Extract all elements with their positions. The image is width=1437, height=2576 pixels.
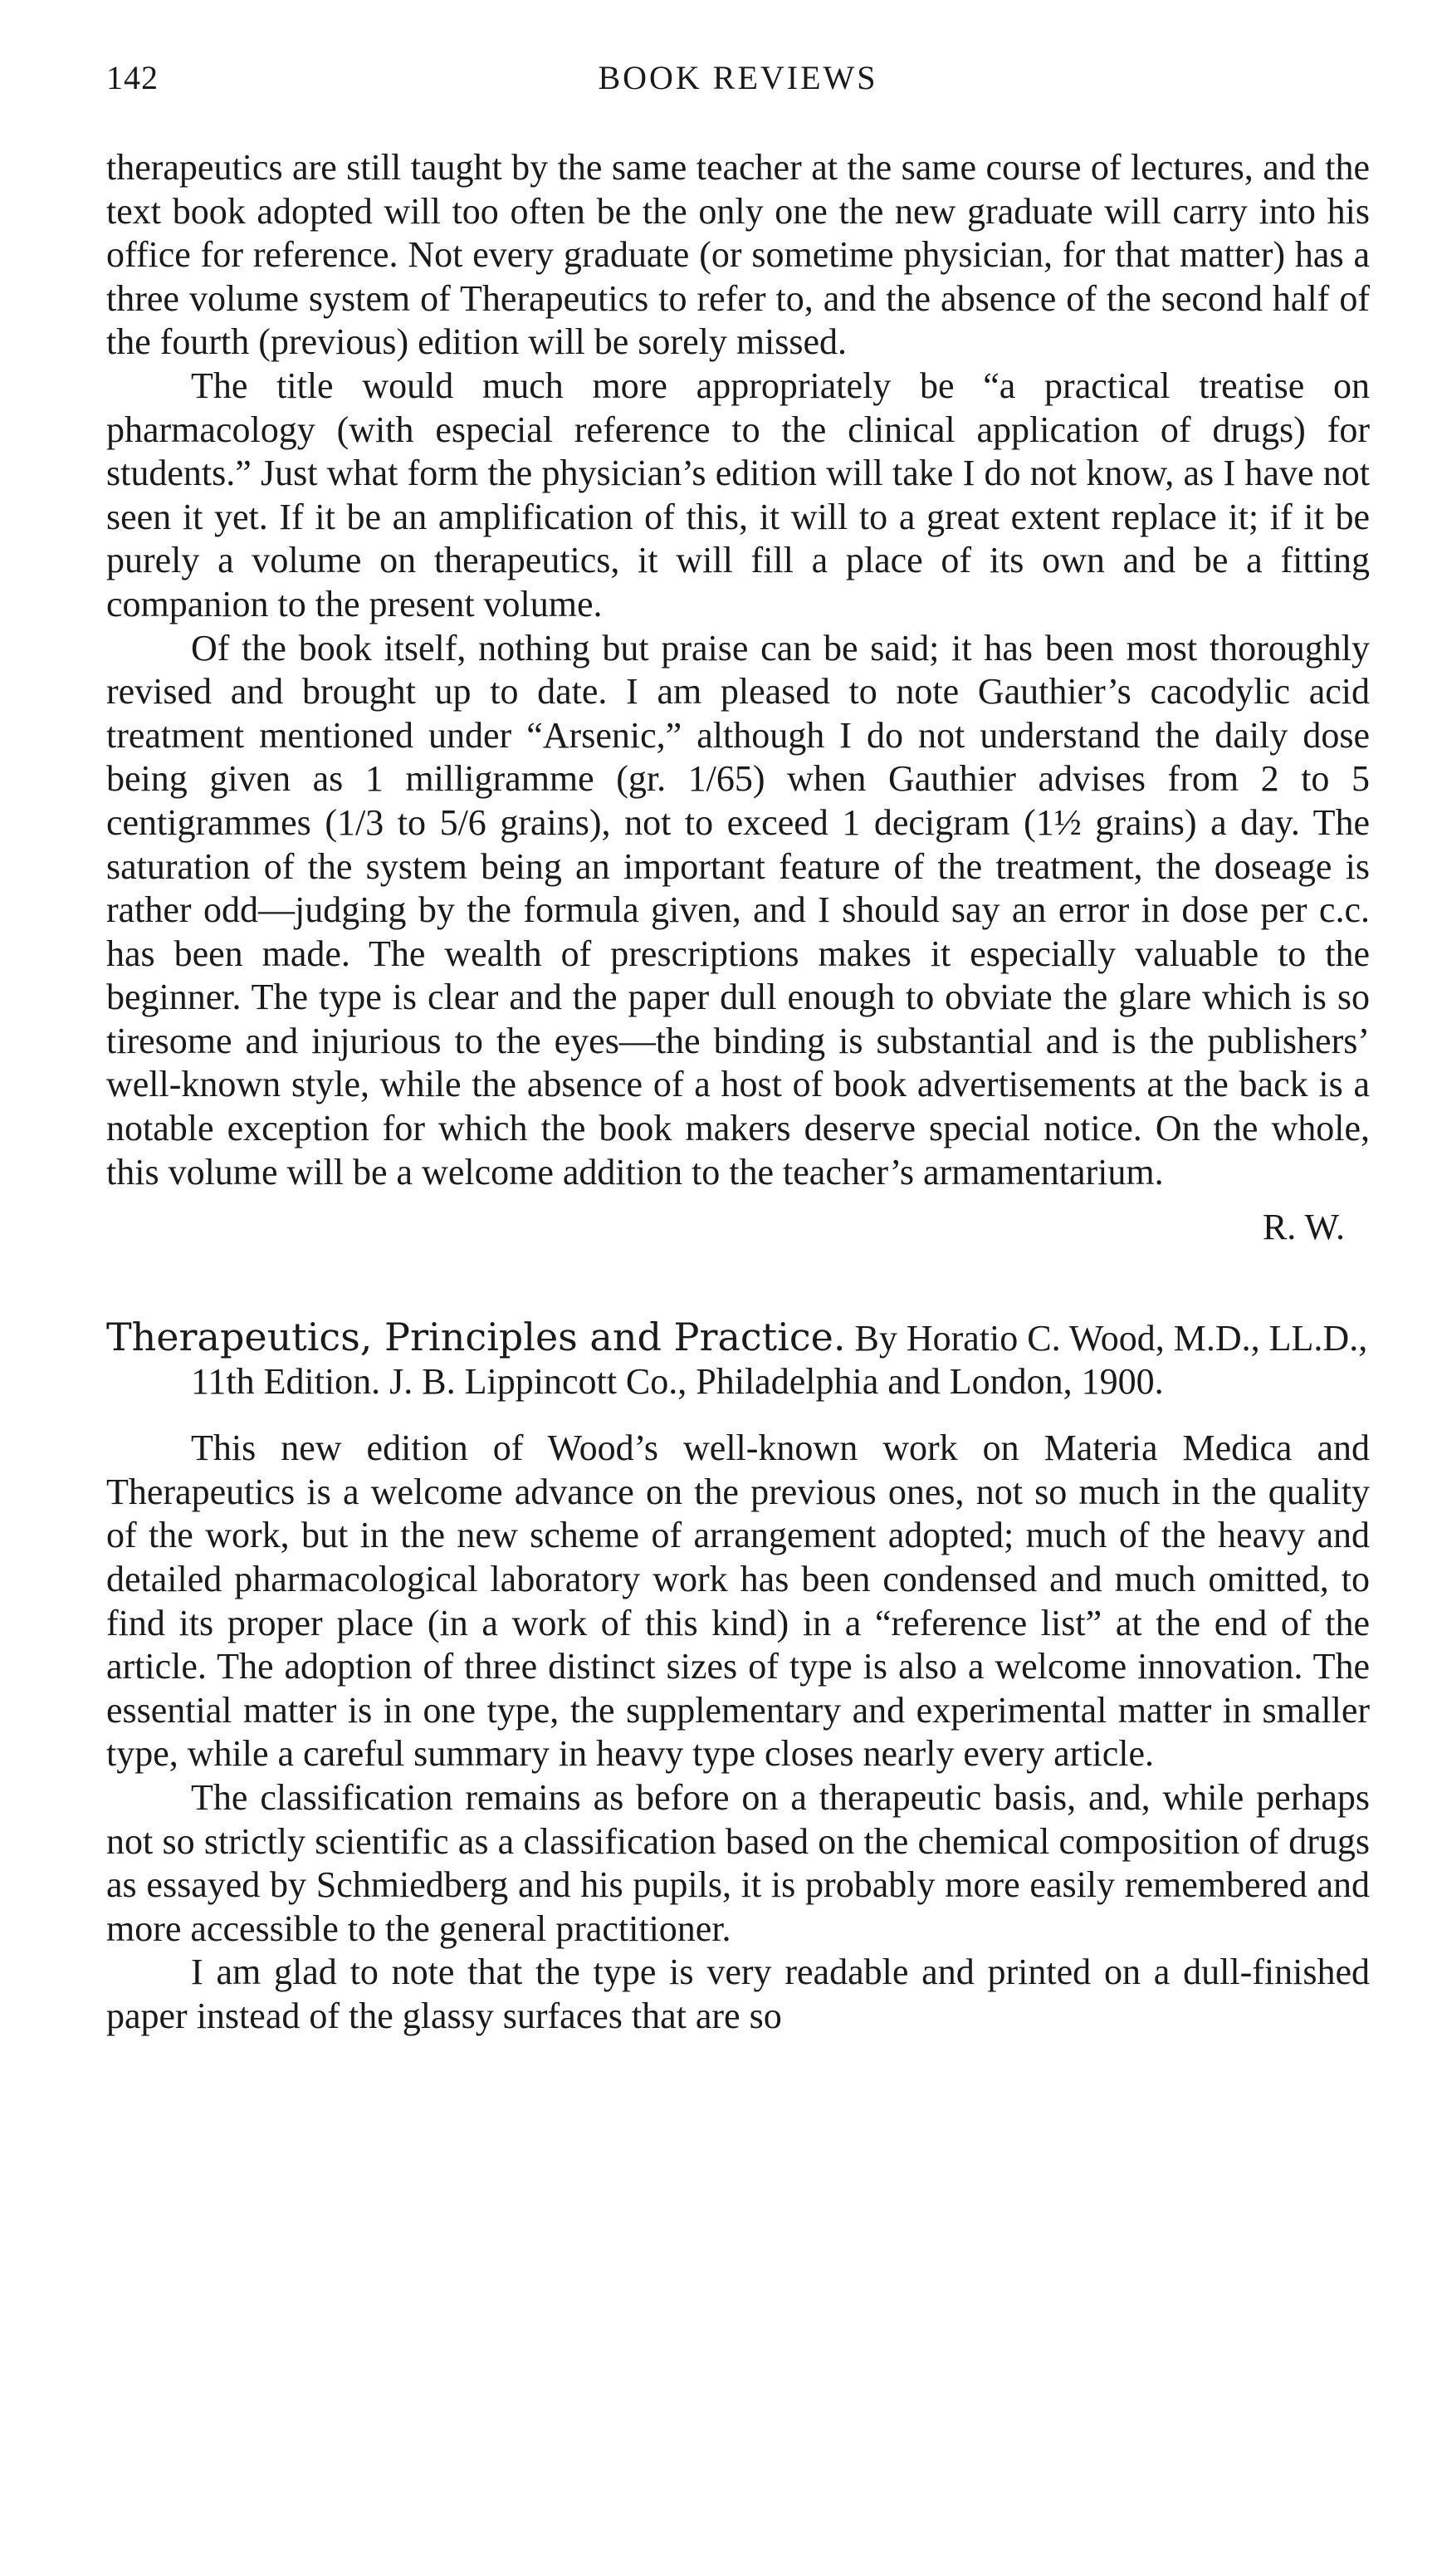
review-paragraph: The title would much more appropriately be “a practical treatise on pharmacology (with especial reference to the clinical application of drugs) for students.” Just what form the physician’s edition will take I do not know, as I have not seen it yet. If it be an amplification of this, it will to a great extent replace it; if it be purely a volume on therapeutics, it will fill a place of its own and be a fitting companion to the present volume. bbox=[106, 365, 1370, 624]
running-head: BOOK REVIEWS bbox=[598, 59, 878, 96]
book-title: Therapeutics, Principles and Practice. bbox=[106, 1315, 846, 1360]
review-heading bbox=[106, 1315, 1370, 1403]
review-paragraph: The classification remains as before on a therapeutic basis, and, while perhaps not so strictly scientific as a classification based on the chemical composition of drugs as essayed by Schmiedberg and his pupils, it is probably more easily remembered and more accessible to the general practitioner. bbox=[106, 1777, 1370, 1949]
page-number: 142 bbox=[106, 59, 159, 96]
reviewer-signature: R. W. bbox=[1262, 1207, 1345, 1248]
review-paragraph: This new edition of Wood’s well-known work on Materia Medica and Therapeutics is a welcome advance on the previous ones, not so much in the quality of the work, but in the new scheme of arrangement adopted; much of the heavy and detailed pharmacological laboratory work has been condensed and much omitted, to find its proper place (in a work of this kind) in a “reference list” at the end of the article. The adoption of three distinct sizes of type is also a welcome innovation. The essential matter is in one type, the supplementary and experimental matter in smaller type, while a careful summary in heavy type closes nearly every article. bbox=[106, 1428, 1370, 1775]
review-paragraph: therapeutics are still taught by the same teacher at the same course of lectures, and the text book adopted will too often be the only one the new graduate will carry into his office for reference. Not every graduate (or sometime physician, for that matter) has a three volume system of Therapeutics to refer to, and the absence of the second half of the fourth (previous) edition will be sorely missed. bbox=[106, 147, 1370, 363]
page-header bbox=[106, 58, 1370, 108]
review-second bbox=[106, 1315, 1370, 2038]
book-page bbox=[106, 58, 1370, 2039]
review-first bbox=[106, 146, 1370, 1249]
review-paragraph: Of the book itself, nothing but praise can be said; it has been most thoroughly revised and brought up to date. I am pleased to note Gauthier’s cacodylic acid treatment mentioned under “Arsenic,” although I do not understand the daily dose being given as 1 milligramme (gr. 1/65) when Gauthier advises from 2 to 5 centigrammes (1/3 to 5/6 grains), not to exceed 1 decigram (1½ grains) a day. The saturation of the system being an important feature of the treatment, the doseage is rather odd—judging by the formula given, and I should say an error in dose per c.c. has been made. The wealth of prescriptions makes it especially valuable to the beginner. The type is clear and the paper dull enough to obviate the glare which is so tiresome and injurious to the eyes—the binding is substantial and is the publishers’ well-known style, while the absence of a host of book advertisements at the back is a notable exception for which the book makers deserve special notice. On the whole, this volume will be a welcome addition to the teacher’s armamentarium. bbox=[106, 627, 1370, 1193]
book-byline: By Horatio C. Wood, M.D., LL.D., 11th Edition. J. B. Lippincott Co., Philadelphia and London, 1900. bbox=[191, 1318, 1368, 1403]
review-paragraph: I am glad to note that the type is very readable and printed on a dull-finished paper instead of the glassy surfaces that are so bbox=[106, 1952, 1370, 2036]
